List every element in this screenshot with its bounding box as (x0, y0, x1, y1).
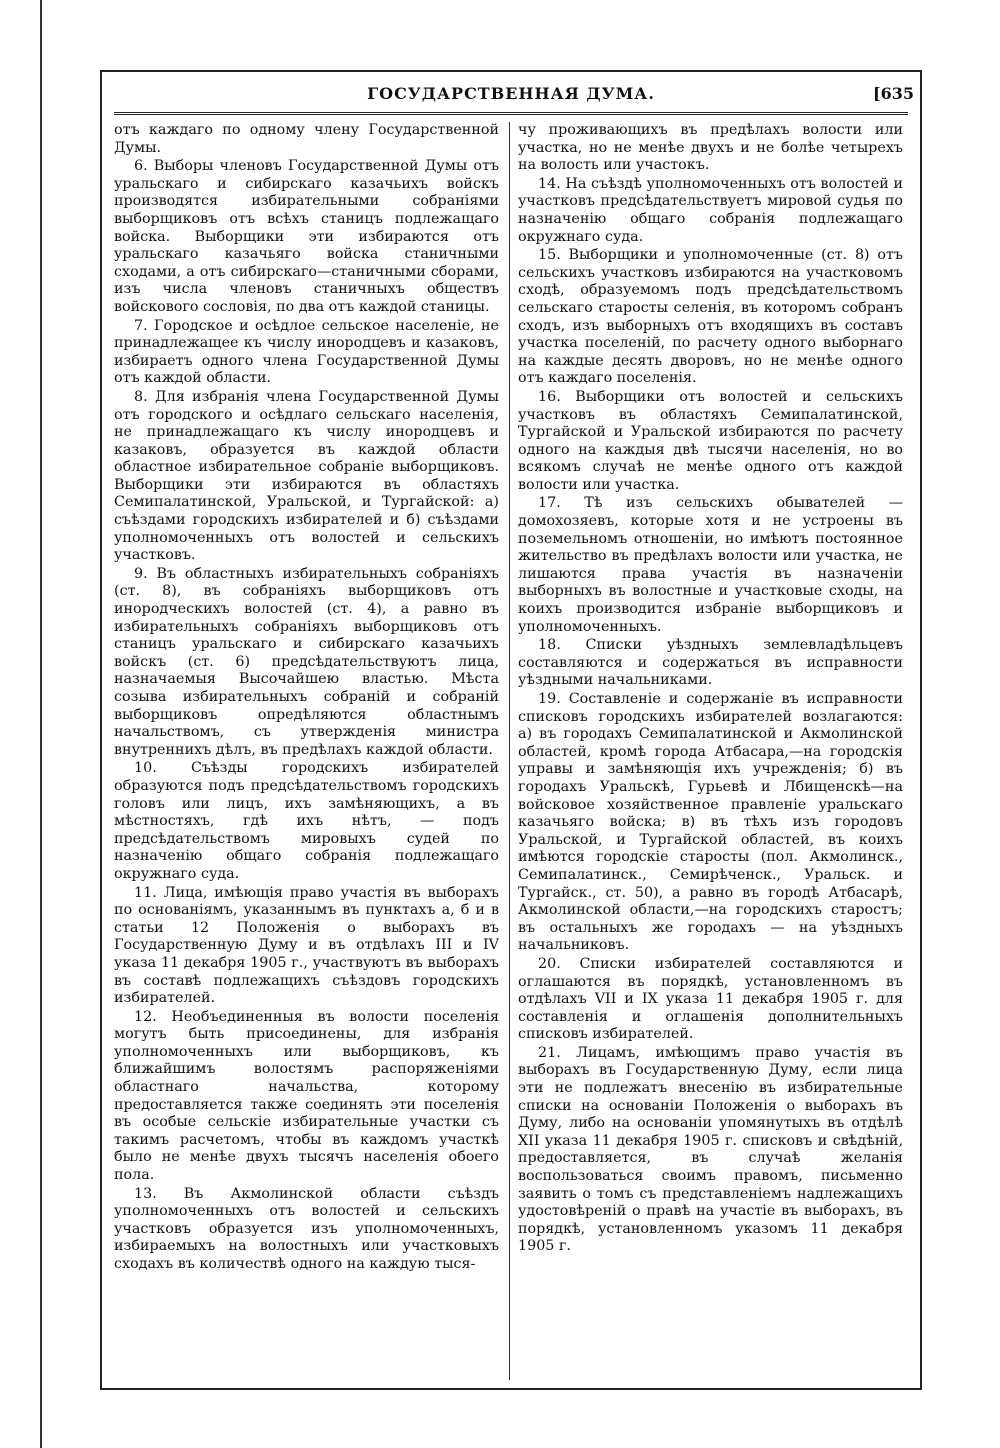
paragraph: 17. Тѣ изъ сельскихъ обывателей — домохозяевъ, которые хотя и не устроены въ поземельномъ отношеніи, но имѣютъ постоянное жительство въ предѣлахъ волости или участка, не лишаются права участія въ назначеніи выборныхъ въ волостные и участковые сходы, на коихъ производится избраніе выборщиковъ и уполномоченныхъ. (518, 495, 903, 635)
document-page (100, 70, 922, 1390)
paragraph: 16. Выборщики отъ волостей и сельскихъ участковъ въ областяхъ Семипалатинской, Тургайской и Уральской избираются по расчету одного на каждыя двѣ тысячи населенія, но во всякомъ случаѣ не менѣе одного отъ каждой волости или участка. (518, 388, 903, 493)
page-border-bottom (100, 1388, 922, 1390)
paragraph: 18. Списки уѣздныхъ землевладѣльцевъ составляются и содержаться въ исправности уѣздными начальниками. (518, 637, 903, 689)
running-header: ГОСУДАРСТВЕННАЯ ДУМА. (367, 84, 655, 103)
paragraph: 19. Составленіе и содержаніе въ исправности списковъ городскихъ избирателей возлагаются: а) въ городахъ Семипалатинской и Акмолинской областей, кромѣ города Атбасара,—на городскія управы и замѣняющія ихъ учрежденія; б) въ городахъ Уральскѣ, Гурьевѣ и Лбищенскѣ—на войсковое хозяйственное правленіе уральскаго казачьяго войска; в) въ тѣхъ изъ городовъ Уральской, и Тургайской областей, въ коихъ имѣются городскіе старосты (пол. Акмолинск., Семипалатинск., Семирѣченск., Уральск. и Тургайск., ст. 50), а равно въ городѣ Атбасарѣ, Акмолинской области,—на городскихъ старостъ; въ остальныхъ же городахъ — на уѣздныхъ начальниковъ. (518, 691, 903, 954)
paragraph: 11. Лица, имѣющія право участія въ выборахъ по основаніямъ, указаннымъ въ пунктахъ а, б и в статьи 12 Положенія о выборахъ въ Государственную Думу и въ отдѣлахъ III и IV указа 11 декабря 1905 г., участвуютъ въ выборахъ въ составѣ подлежащихъ съѣздовъ городскихъ избирателей. (114, 884, 499, 1007)
book-spine-line (40, 0, 42, 1448)
page-border-left (100, 70, 102, 1390)
paragraph: 21. Лицамъ, имѣющимъ право участія въ выборахъ въ Государственную Думу, если лица эти не подлежатъ внесенію въ избирательные списки на основаніи Положенія о выборахъ въ Думу, либо на основаніи упомянутыхъ въ отдѣлѣ XII указа 11 декабря 1905 г. списковъ и свѣдѣній, предоставляется, въ случаѣ желанія воспользоваться своимъ правомъ, письменно заявить о томъ съ представленіемъ надлежащихъ удостовѣреній о правѣ на участіе въ выборахъ, въ порядкѣ, установленномъ указомъ 11 декабря 1905 г. (518, 1044, 903, 1255)
paragraph: чу проживающихъ въ предѣлахъ волости или участка, но не менѣе двухъ и не болѣе четырехъ на волость или участокъ. (518, 122, 903, 174)
left-column (114, 122, 499, 1380)
paragraph: отъ каждаго по одному члену Государственной Думы. (114, 122, 499, 156)
paragraph: 6. Выборы членовъ Государственной Думы отъ уральскаго и сибирскаго казачьихъ войскъ производятся избирательными собраніями выборщиковъ отъ всѣхъ станицъ подлежащаго войска. Выборщики эти избираются отъ уральскаго казачьяго войска станичными сходами, а отъ сибирскаго—станичными сборами, изъ числа членовъ станичныхъ обществъ войскового сословія, по два отъ каждой станицы. (114, 158, 499, 315)
header-rule (114, 112, 908, 115)
paragraph: 8. Для избранія члена Государственной Думы отъ городского и осѣдлаго сельскаго населенія, не принадлежащаго къ числу инородцевъ и казаковъ, образуется въ каждой области областное избирательное собраніе выборщиковъ. Выборщики эти избираются въ областяхъ Семипалатинской, Уральской, и Тургайской: а) съѣздами городскихъ избирателей и б) съѣздами уполномоченныхъ отъ волостей и сельскихъ участковъ. (114, 388, 499, 564)
right-column (518, 122, 903, 1380)
page-border-top (100, 70, 922, 72)
paragraph: 15. Выборщики и уполномоченные (ст. 8) отъ сельскихъ участковъ избираются на участковомъ сходѣ, образуемомъ подъ предсѣдательствомъ сельскаго старосты селенія, въ которомъ собранъ сходъ, изъ выборныхъ отъ входящихъ въ составъ участка поселеній, по расчету одного выборнаго на каждые десять дворовъ, но не менѣе одного отъ каждаго поселенія. (518, 247, 903, 387)
paragraph: 12. Необъединенныя въ волости поселенія могутъ быть присоединены, для избранія уполномоченныхъ или выборщиковъ, къ ближайшимъ волостямъ распоряженіями областнаго начальства, которому предоставляется также соединять эти поселенія въ особые сельскіе избирательные участки съ такимъ расчетомъ, чтобы въ каждомъ участкѣ было не менѣе двухъ тысячъ населенія обоего пола. (114, 1008, 499, 1184)
paragraph: 7. Городское и осѣдлое сельское населеніе, не принадлежащее къ числу инородцевъ и казаковъ, избираетъ одного члена Государственной Думы отъ каждой области. (114, 317, 499, 387)
paragraph: 20. Списки избирателей составляются и оглашаются въ порядкѣ, установленномъ въ отдѣлахъ VII и IX указа 11 декабря 1905 г. для составленія и оглашенія дополнительныхъ списковъ избирателей. (518, 955, 903, 1043)
paragraph: 14. На съѣздѣ уполномоченныхъ отъ волостей и участковъ предсѣдательствуетъ мировой судья по назначенію общаго собранія подлежащаго окружнаго суда. (518, 175, 903, 245)
page-border-right (920, 70, 922, 1390)
column-divider (509, 122, 510, 1380)
page-number: [635 (873, 84, 914, 103)
paragraph: 10. Съѣзды городскихъ избирателей образуются подъ предсѣдательствомъ городскихъ головъ или лицъ, ихъ замѣняющихъ, а въ мѣстностяхъ, гдѣ ихъ нѣтъ, — подъ предсѣдательствомъ мировыхъ судей по назначенію общаго собранія подлежащаго окружнаго суда. (114, 760, 499, 882)
paragraph: 9. Въ областныхъ избирательныхъ собраніяхъ (ст. 8), въ собраніяхъ выборщиковъ отъ инородческихъ волостей (ст. 4), а равно въ избирательныхъ собраніяхъ выборщиковъ отъ станицъ уральскаго и сибирскаго казачьихъ войскъ (ст. 6) предсѣдательствуютъ лица, назначаемыя Высочайшею властью. Мѣста созыва избирательныхъ собраній и собраній выборщиковъ опредѣляются областнымъ начальствомъ, съ утвержденія министра внутреннихъ дѣлъ, въ предѣлахъ каждой области. (114, 565, 499, 758)
paragraph: 13. Въ Акмолинской области съѣздъ уполномоченныхъ отъ волостей и сельскихъ участковъ образуется изъ уполномоченныхъ, избираемыхъ на волостныхъ или участковыхъ сходахъ въ количествѣ одного на каждую тыся- (114, 1185, 499, 1272)
